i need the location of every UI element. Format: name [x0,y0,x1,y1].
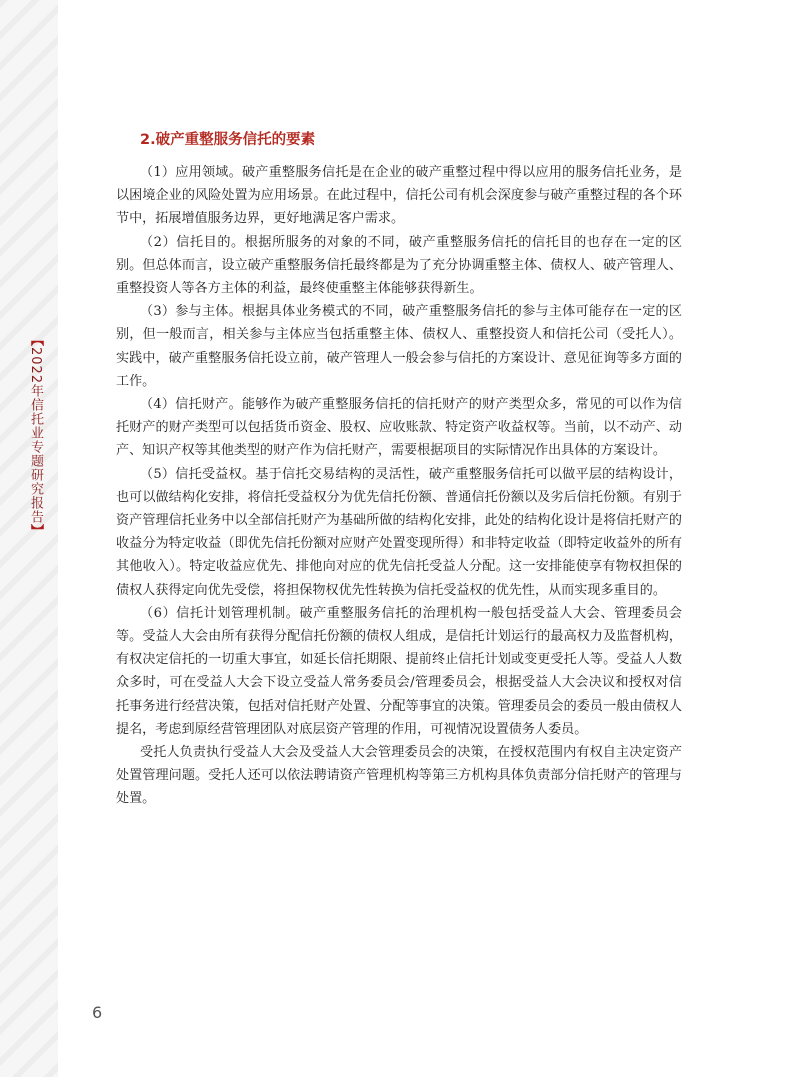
paragraph-participants: （3）参与主体。根据具体业务模式的不同，破产重整服务信托的参与主体可能存在一定的区别，但一般而言，相关参与主体应当包括重整主体、债权人、重整投资人和信托公司（受托人）。实践中，破产重整服务信托设立前，破产管理人一般会参与信托的方案设计、意见征询等多方面的工作。 [116,304,682,389]
section-title: 2.破产重整服务信托的要素 [140,132,316,148]
paragraph-trustee-duties: 受托人负责执行受益人大会及受益人大会管理委员会的决策，在授权范围内有权自主决定资产处置管理问题。受托人还可以依法聘请资产管理机构等第三方机构具体负责部分信托财产的管理与处置。 [116,745,682,807]
report-side-label [26,333,45,538]
main-content [116,128,682,811]
paragraph-application-field: （1）应用领域。破产重整服务信托是在企业的破产重整过程中得以应用的服务信托业务，是以困境企业的风险处置为应用场景。在此过程中，信托公司有机会深度参与破产重整过程的各个环节中，拓展增值服务边界，更好地满足客户需求。 [116,165,682,227]
side-label-bracket-close: 】 [28,524,43,539]
paragraph-beneficial-rights: （5）信托受益权。基于信托交易结构的灵活性，破产重整服务信托可以做平层的结构设计，也可以做结构化安排，将信托受益权分为优先信托份额、普通信托份额以及劣后信托份额。有别于资产管理信托业务中以全部信托财产为基础所做的结构化安排，此处的结构化设计是将信托财产的收益分为特定收益（即优先信托份额对应财产处置变现所得）和非特定收益（即特定收益外的所有其他收入）。特定收益应优先、排他向对应的优先信托受益人分配。这一安排能使享有物权担保的债权人获得定向优先受偿，将担保物权优先性转换为信托受益权的优先性，从而实现多重目的。 [116,466,682,598]
paragraph-trust-purpose: （2）信托目的。根据所服务的对象的不同，破产重整服务信托的信托目的也存在一定的区别。但总体而言，设立破产重整服务信托最终都是为了充分协调重整主体、债权人、破产管理人、重整投资人等各方主体的利益，最终使重整主体能够获得新生。 [116,234,682,297]
side-label-bracket-open: 【 [28,333,43,347]
page-number: 6 [92,1003,103,1022]
decorative-side-strip [0,0,58,1077]
side-label-text: 2022年信托业专题研究报告 [28,347,43,525]
paragraph-management-mechanism: （6）信托计划管理机制。破产重整服务信托的治理机构一般包括受益人大会、管理委员会等。受益人大会由所有获得分配信托份额的债权人组成，是信托计划运行的最高权力及监督机构，有权决定信托的一切重大事宜，如延长信托期限、提前终止信托计划或变更受托人等。受益人人数众多时，可在受益人大会下设立受益人常务委员会/管理委员会，根据受益人大会决议和授权对信托事务进行经营决策，包括对信托财产处置、分配等事宜的决策。管理委员会的委员一般由债权人提名，考虑到原经营管理团队对底层资产管理的作用，可视情况设置债务人委员。 [116,605,682,737]
paragraph-trust-property: （4）信托财产。能够作为破产重整服务信托的信托财产的财产类型众多，常见的可以作为信托财产的财产类型可以包括货币资金、股权、应收账款、特定资产收益权等。当前，以不动产、动产、知识产权等其他类型的财产作为信托财产，需要根据项目的实际情况作出具体的方案设计。 [116,397,682,459]
